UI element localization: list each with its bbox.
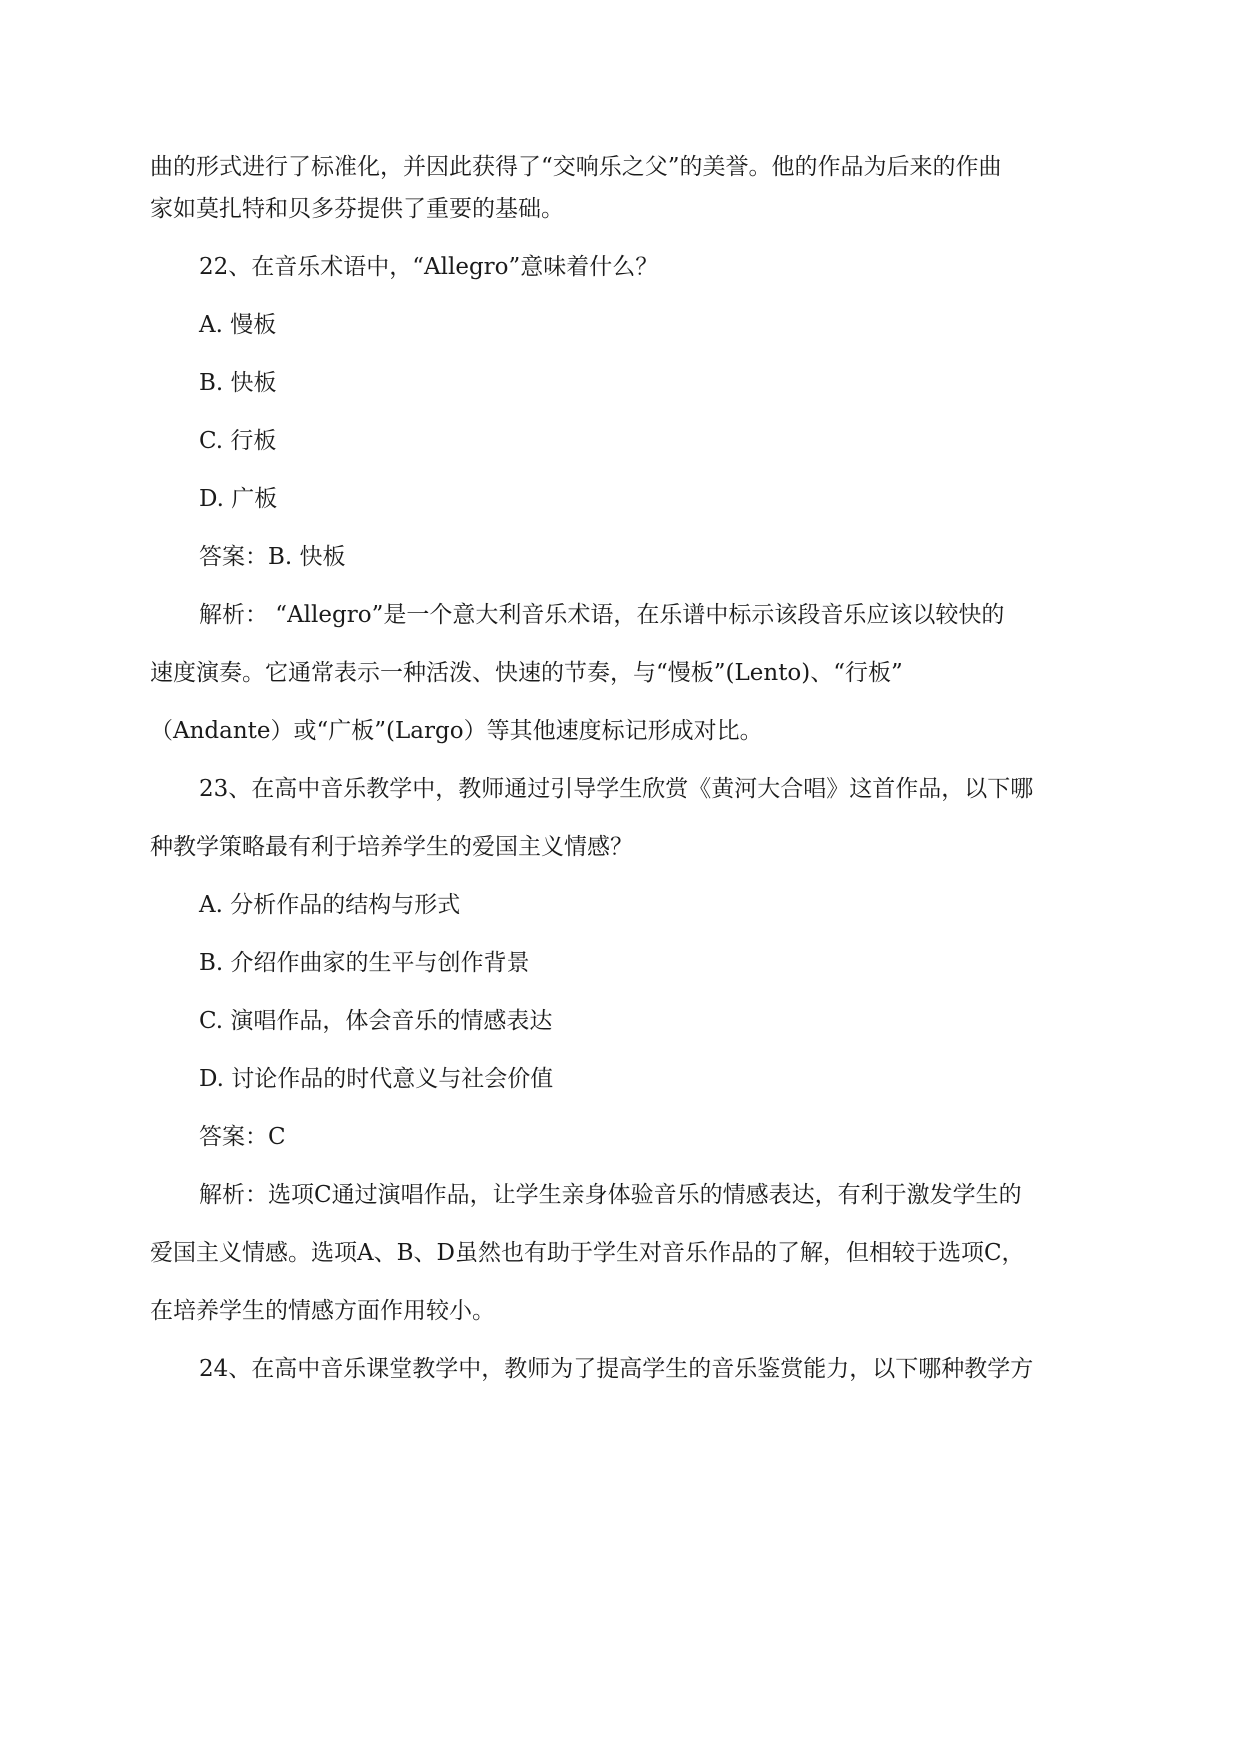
option-c: C. 行板 (199, 428, 277, 454)
option-d: D. 讨论作品的时代意义与社会价值 (199, 1066, 554, 1092)
body-text-line: 家如莫扎特和贝多芬提供了重要的基础。 (150, 196, 564, 222)
explanation-line: 爱国主义情感。选项A、B、D虽然也有助于学生对音乐作品的了解，但相较于选项C， (150, 1240, 1025, 1266)
question-23-line: 种教学策略最有利于培养学生的爱国主义情感？ (150, 834, 633, 860)
answer: 答案：C (199, 1124, 286, 1150)
question-24: 24、在高中音乐课堂教学中，教师为了提高学生的音乐鉴赏能力，以下哪种教学方 (199, 1356, 1034, 1382)
option-d: D. 广板 (199, 486, 278, 512)
explanation-line: （Andante）或“广板”(Largo）等其他速度标记形成对比。 (150, 718, 763, 744)
explanation: 解析：选项C通过演唱作品，让学生亲身体验音乐的情感表达，有利于激发学生的 (199, 1182, 1022, 1208)
option-c: C. 演唱作品，体会音乐的情感表达 (199, 1008, 553, 1034)
explanation-line: 速度演奏。它通常表示一种活泼、快速的节奏，与“慢板”(Lento)、“行板” (150, 660, 903, 686)
question-22: 22、在音乐术语中，“Allegro”意味着什么？ (199, 254, 659, 280)
option-b: B. 快板 (199, 370, 277, 396)
body-text-line: 曲的形式进行了标准化，并因此获得了“交响乐之父”的美誉。他的作品为后来的作曲 (150, 154, 1002, 180)
explanation: 解析： “Allegro”是一个意大利音乐术语，在乐谱中标示该段音乐应该以较快的 (199, 602, 1005, 628)
option-a: A. 分析作品的结构与形式 (199, 892, 461, 918)
question-23: 23、在高中音乐教学中，教师通过引导学生欣赏《黄河大合唱》这首作品，以下哪 (199, 776, 1034, 802)
explanation-line: 在培养学生的情感方面作用较小。 (150, 1298, 495, 1324)
option-b: B. 介绍作曲家的生平与创作背景 (199, 950, 530, 976)
option-a: A. 慢板 (199, 312, 277, 338)
answer: 答案：B. 快板 (199, 544, 346, 570)
